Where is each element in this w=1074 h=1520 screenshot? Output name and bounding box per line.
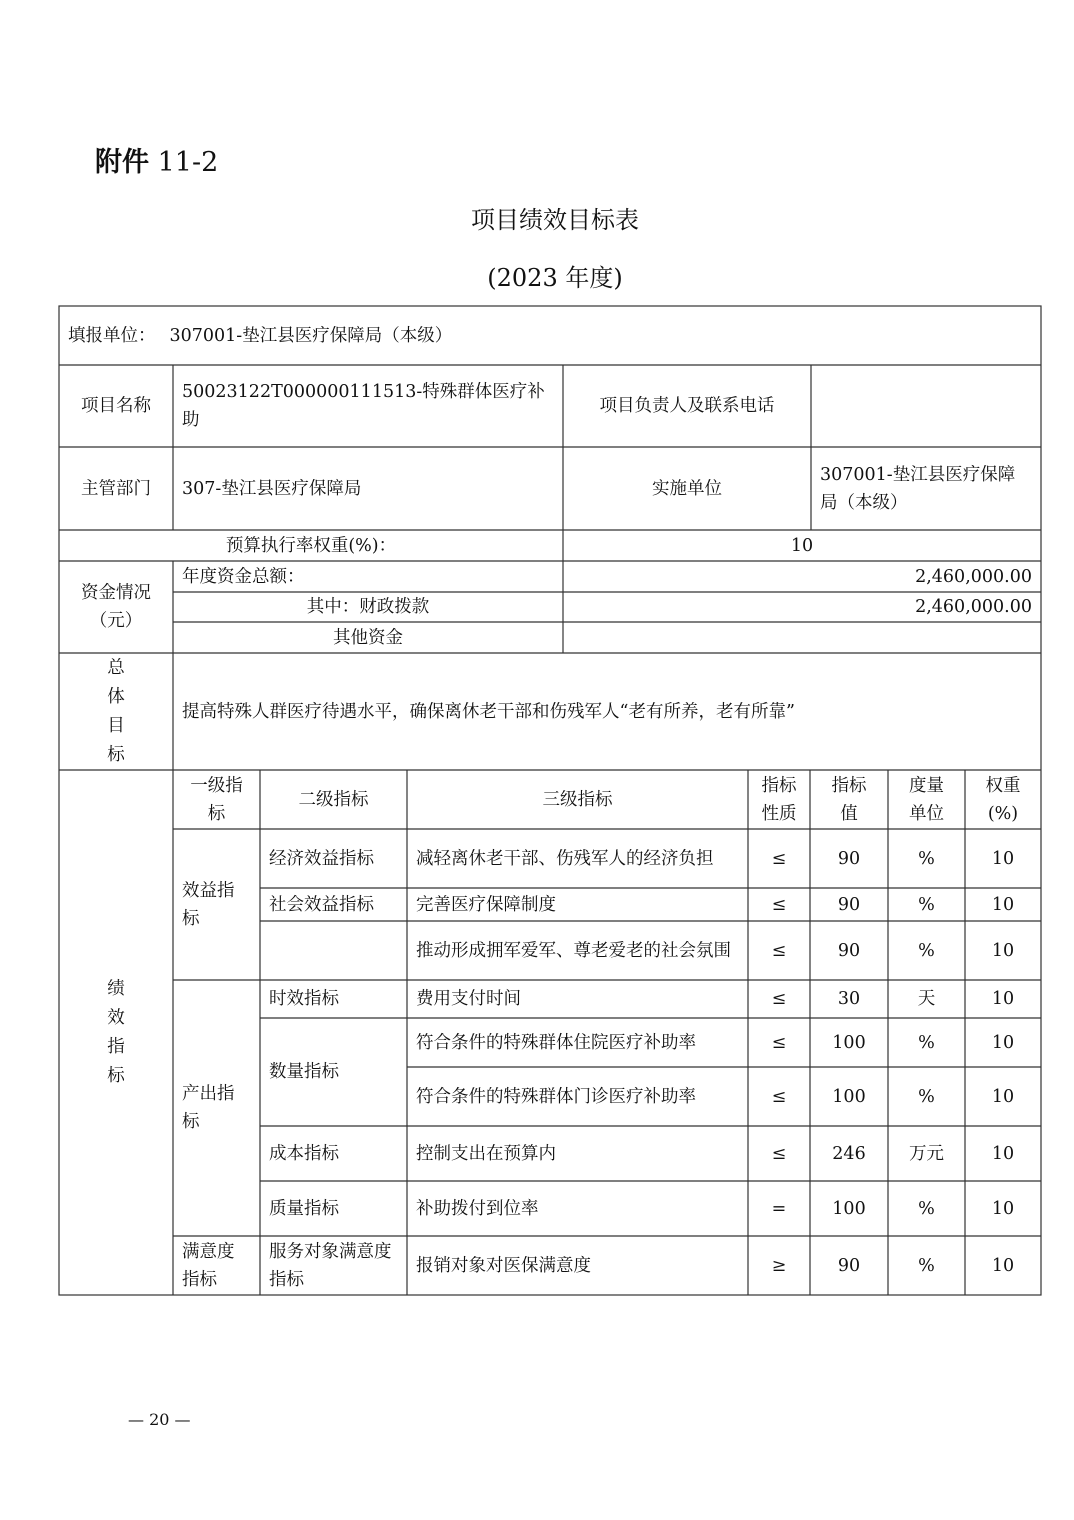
page-number: — 20 — [128,1410,191,1429]
page-subtitle: (2023 年度) [487,264,623,292]
indicator-value: 100 [832,1086,866,1107]
goal-label [59,653,173,770]
indicator-name: 控制支出在预算内 [416,1143,556,1164]
indicators-label-char: 标 [107,1065,125,1086]
goal-value: 提高特殊人群医疗待遇水平，确保离休老干部和伤残军人“老有所养，老有所靠” [182,701,795,722]
group-benefit: 效益指标 [182,880,235,929]
indicators-label-char: 绩 [107,978,125,999]
indicator-unit: % [918,894,935,915]
dept-label: 主管部门 [81,478,151,499]
funds-other-label: 其他资金 [333,627,403,648]
contact-label: 项目负责人及联系电话 [599,396,775,416]
level2-quality: 质量指标 [269,1198,339,1219]
indicator-value: 100 [832,1198,866,1219]
indicator-unit: % [918,1032,935,1053]
indicator-nature: ≤ [771,940,787,961]
funds-label: 资金情况（元） [81,583,151,631]
header-value: 指标值 [831,775,867,824]
indicator-nature: ≤ [771,1032,787,1053]
indicator-weight: 10 [991,1143,1015,1164]
project-name-value: 50023122T000000111513-特殊群体医疗补助 [182,382,545,430]
impl-value: 307001-垫江县医疗保障局（本级） [820,464,1016,513]
indicator-nature: = [771,1198,787,1219]
indicator-nature: ≤ [771,989,787,1009]
contact-value [811,365,1041,447]
indicator-unit: % [918,940,935,961]
budget-weight-value: 10 [790,535,814,556]
funds-total-value: 2,460,000.00 [915,566,1032,587]
indicator-unit: 万元 [909,1143,944,1164]
level2-economic: 经济效益指标 [269,848,374,869]
indicator-weight: 10 [991,848,1015,869]
indicator-nature: ≤ [771,848,787,869]
indicator-name: 完善医疗保障制度 [416,894,556,915]
indicator-name: 推动形成拥军爱军、尊老爱老的社会氛围 [416,940,731,961]
indicator-nature: ≤ [771,1143,787,1164]
indicator-nature: ≥ [771,1255,787,1276]
indicators-label-char: 指 [107,1036,125,1057]
funds-fiscal-value: 2,460,000.00 [915,597,1032,617]
project-name-label: 项目名称 [81,396,151,416]
indicator-value: 90 [837,894,861,915]
header-level2: 二级指标 [298,789,369,810]
goal-label-char: 体 [107,686,125,707]
attachment-prefix: 附件 [95,147,149,178]
indicator-nature: ≤ [771,894,787,915]
indicator-weight: 10 [991,1255,1015,1276]
dept-value: 307-垫江县医疗保障局 [182,478,362,499]
goal-label-char: 总 [107,657,125,678]
indicator-unit: % [918,848,935,869]
indicator-nature: ≤ [771,1086,787,1107]
funds-fiscal-label: 其中：财政拨款 [306,597,430,617]
budget-weight-label: 预算执行率权重(%)： [225,535,397,556]
indicator-value: 246 [832,1143,866,1164]
level2-quantity: 数量指标 [269,1062,339,1082]
indicator-weight: 10 [991,989,1015,1009]
header-unit: 度量单位 [909,775,944,824]
indicator-name: 报销对象对医保满意度 [416,1255,591,1276]
indicator-unit: % [918,1255,935,1276]
header-nature: 指标性质 [761,775,797,824]
funds-total-label: 年度资金总额： [182,566,305,587]
indicator-unit: % [918,1198,935,1219]
attachment-number: 11-2 [157,147,219,178]
indicator-weight: 10 [991,894,1015,915]
filler-label: 填报单位： [68,325,156,346]
indicator-weight: 10 [991,1086,1015,1107]
group-output: 产出指标 [182,1084,235,1132]
level2-social: 社会效益指标 [269,894,374,915]
page-title: 项目绩效目标表 [471,206,639,234]
indicator-name: 符合条件的特殊群体住院医疗补助率 [416,1032,696,1053]
header-level3: 三级指标 [542,789,613,810]
indicators-label [59,770,173,1295]
indicator-name: 补助拨付到位率 [416,1198,539,1219]
indicator-unit: 天 [917,989,936,1009]
indicator-weight: 10 [991,1198,1015,1219]
indicator-value: 90 [837,848,861,869]
indicator-name: 减轻离休老干部、伤残军人的经济负担 [416,848,714,869]
indicator-name: 费用支付时间 [416,989,521,1009]
indicator-value: 100 [832,1032,866,1053]
group-satisfaction: 满意度指标 [182,1241,235,1290]
goal-label-char: 标 [107,744,125,765]
filler-value: 307001-垫江县医疗保障局（本级） [169,325,453,346]
impl-label: 实施单位 [652,478,722,499]
indicator-value: 90 [837,1255,861,1276]
indicator-value: 30 [837,989,861,1009]
level2-service: 服务对象满意度指标 [269,1241,392,1290]
indicator-weight: 10 [991,1032,1015,1053]
indicators-label-char: 效 [107,1007,125,1028]
indicator-unit: % [918,1086,935,1107]
header-weight: 权重(%) [985,775,1021,824]
funds-other-value [563,622,1041,653]
goal-label-char: 目 [107,715,125,736]
level2-timeliness: 时效指标 [269,989,339,1009]
indicator-weight: 10 [991,940,1015,961]
indicator-value: 90 [837,940,861,961]
header-level1: 一级指标 [190,775,243,824]
indicator-name: 符合条件的特殊群体门诊医疗补助率 [416,1086,696,1107]
level2-cost: 成本指标 [269,1143,339,1164]
